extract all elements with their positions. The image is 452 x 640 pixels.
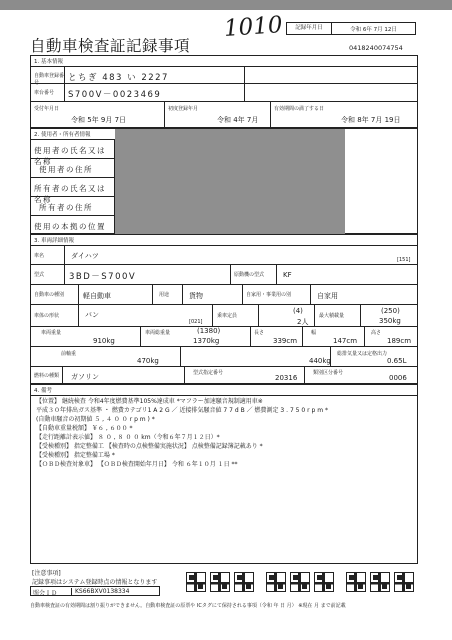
- remarks-line: 平成３０年排出ガス基準 ・ 燃費カテゴリ1 A 2 G ／ 近接排気騒音値 7 7 d B ／ 燃費測定 3 . 7 5 0 r p m *: [36, 407, 328, 414]
- axle-row: [31, 347, 417, 367]
- weight-value: 910kg: [93, 337, 115, 345]
- make-label: 車名: [34, 253, 45, 259]
- record-date-label: 記録年月日: [287, 23, 332, 34]
- length-label: 長さ: [254, 330, 265, 336]
- owner-labels-column: [31, 139, 115, 234]
- basic-section-label: 1. 基本情報: [34, 59, 63, 65]
- remarks-body: [31, 395, 417, 565]
- remarks-line: (自動車騒音の初期値 ５ , ４ ０ ０ r p m ) *: [36, 416, 155, 423]
- qr-code-icon: [186, 572, 206, 592]
- owner-section-label: 2. 使用者・所有者情報: [34, 132, 91, 138]
- notice-label: [注意事項]: [32, 570, 61, 577]
- fuel-value: ガソリン: [71, 373, 99, 381]
- qr-code-icon: [266, 572, 286, 592]
- make-row: [31, 245, 417, 265]
- shape-code: [021]: [189, 319, 203, 325]
- qr-code-icon: [290, 572, 310, 592]
- weight-label: 車両重量: [41, 330, 62, 336]
- engine-label: 原動機の型式: [234, 272, 265, 278]
- model-label: 型式: [34, 272, 45, 278]
- height-label: 高さ: [371, 330, 382, 336]
- first-reg-value: 令和 4年 7月: [217, 116, 259, 124]
- owner-info-section: [30, 128, 418, 234]
- kind-label: 自動車の種別: [34, 292, 65, 298]
- business-value: 自家用: [317, 292, 338, 300]
- shape-value: バン: [85, 311, 99, 319]
- ref-value: KS66BXV0138334: [71, 588, 129, 595]
- type-cert-label: 型式指定番号: [193, 370, 224, 376]
- basic-info-section: [30, 55, 418, 128]
- reference-id-box: [30, 586, 160, 596]
- model-row: [31, 265, 417, 285]
- capacity-value1: (4): [293, 307, 303, 315]
- redacted-owner-block: [115, 129, 345, 235]
- model-value: 3BD－S700V: [69, 272, 137, 282]
- expiry-label: 有効期間の満了する日: [274, 106, 325, 112]
- dimensions-row: [31, 327, 417, 347]
- chassis-value: S700V－0023469: [68, 90, 162, 100]
- category-label: 類別区分番号: [313, 370, 344, 376]
- displacement-value: 0.65L: [387, 357, 407, 365]
- length-value: 339cm: [273, 337, 298, 345]
- kind-value: 軽自動車: [83, 292, 111, 300]
- user-name-label: 使用者の氏名又は名称: [34, 146, 106, 166]
- rear-axle-value: 440kg: [309, 357, 331, 365]
- chassis-label: 車台番号: [34, 90, 55, 96]
- engine-value: KF: [283, 271, 292, 279]
- ref-label: 照会ＩＤ: [33, 590, 58, 597]
- record-date-value: 令和 6年 7月 12日: [350, 26, 397, 33]
- gross-label: 車両総重量: [145, 330, 171, 336]
- dates-row: [31, 102, 417, 128]
- handwritten-number: 1010: [223, 11, 284, 43]
- type-cert-value: 20316: [275, 374, 298, 382]
- remarks-line: 【位置】 継続検査 令和4年度燃費基準105%達成車 *マフラー加速騒音規制適用車※: [36, 398, 263, 405]
- shape-row: [31, 305, 417, 327]
- record-date-box: [286, 22, 416, 35]
- shape-label: 車体の形状: [34, 313, 60, 319]
- plate-value: とちぎ 483 い 2227: [68, 73, 169, 83]
- qr-code-icon: [210, 572, 230, 592]
- remarks-line: 【ＯＢＤ検査対象車】 【ＯＢＤ検査開始年月日】 令和 ６年１０月 １日 **: [36, 461, 238, 468]
- remarks-line: 【自動車重量税額】 ￥６ , ６００ *: [36, 425, 133, 432]
- remarks-line: 【受検種別】 指定整備工 【検査時の点検整備実施状況】 点検整備記録簿記載あり *: [36, 443, 263, 450]
- qr-code-icon: [346, 572, 366, 592]
- qr-code-icon: [394, 572, 414, 592]
- maxload-value2: 350kg: [379, 317, 401, 325]
- owner-name-label: 所有者の氏名又は名称: [34, 184, 106, 204]
- make-value: ダイハツ: [71, 252, 99, 260]
- use-label: 用途: [159, 292, 170, 298]
- plate-row: [31, 66, 417, 84]
- qr-code-icon: [314, 572, 334, 592]
- remarks-line: 【受検種別】 指定整備工場 *: [36, 452, 115, 459]
- gross-value2: 1370kg: [193, 337, 220, 345]
- remarks-section-label: 4. 備考: [34, 388, 52, 394]
- document-title: 自動車検査証記録事項: [30, 37, 191, 55]
- document-number: 0418240074754: [349, 44, 403, 52]
- width-label: 幅: [311, 330, 317, 336]
- maxload-label: 最大積載量: [319, 313, 345, 319]
- capacity-value2: 2人: [297, 318, 309, 326]
- category-value: 0006: [389, 374, 407, 382]
- front-axle-label: 前軸重: [61, 351, 77, 357]
- owner-address-label: 所有者の住所: [39, 203, 93, 212]
- height-value: 189cm: [387, 337, 412, 345]
- front-axle-value: 470kg: [137, 357, 159, 365]
- vehicle-details-section: [30, 234, 418, 384]
- reg-date-label: 受付年月日: [34, 106, 60, 112]
- bottom-note: 自動車検査証の有効期間は割り振りができません。自動車検査証の原票や ICタグにて保持される事項（令和 年 日 月） ※現在 月 まで前記載: [30, 603, 346, 609]
- kind-row: [31, 285, 417, 305]
- maxload-value1: (250): [381, 307, 400, 315]
- make-code: [151]: [397, 257, 411, 263]
- remarks-line: 【走行距離計表示値】 ８ ０ , ８ ０ ０ km（令和６年７月１２日）*: [36, 434, 220, 441]
- chassis-row: [31, 84, 417, 102]
- fuel-label: 燃料の種類: [34, 373, 60, 379]
- remarks-section: [30, 384, 418, 564]
- reg-date-value: 令和 5年 9月 7日: [71, 116, 127, 124]
- vehicle-section-label: 3. 車両詳細情報: [34, 238, 74, 244]
- business-label: 自家用・事業用の別: [246, 292, 292, 298]
- fuel-row: [31, 367, 417, 384]
- use-value: 貨物: [189, 292, 203, 300]
- qr-code-icon: [234, 572, 254, 592]
- expiry-value: 令和 8年 7月 19日: [341, 116, 401, 124]
- qr-code-icon: [370, 572, 390, 592]
- first-reg-label: 初度登録年月: [168, 106, 199, 112]
- base-location-label: 使用の本拠の位置: [34, 222, 106, 231]
- displacement-label: 総排気量又は定格出力: [337, 351, 388, 357]
- width-value: 147cm: [333, 337, 358, 345]
- top-gray-bar: [0, 0, 452, 10]
- capacity-label: 乗車定員: [217, 313, 238, 319]
- user-address-label: 使用者の住所: [39, 165, 93, 174]
- notice-text: 記録事項はシステム登録時点の情報となります: [32, 579, 158, 586]
- gross-value1: (1380): [197, 327, 221, 335]
- plate-label: 自動車登録番号: [34, 73, 65, 86]
